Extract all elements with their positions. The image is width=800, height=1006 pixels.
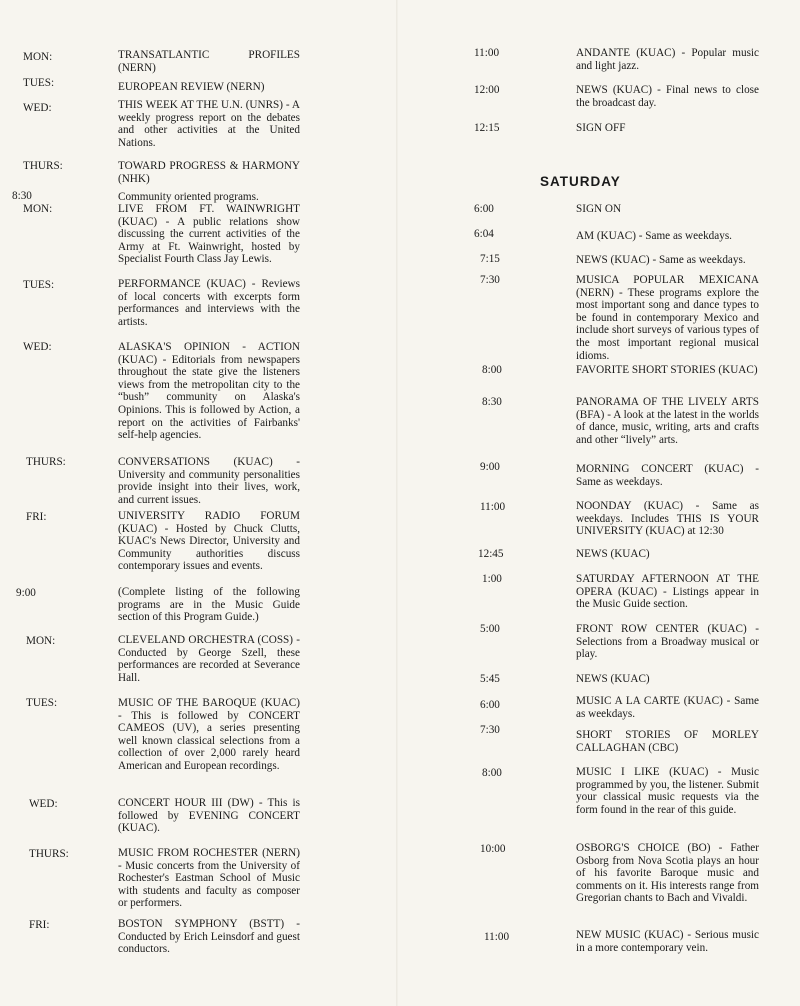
schedule-time-label: 7:30 [480, 274, 500, 286]
program-description: AM (KUAC) - Same as weekdays. [576, 230, 732, 242]
schedule-time-label: 6:04 [474, 228, 494, 240]
schedule-day-label: MON: [23, 203, 53, 215]
schedule-time-label: 11:00 [484, 931, 510, 943]
schedule-time-label: 10:00 [480, 843, 506, 855]
program-description: SATURDAY AFTERNOON AT THE OPERA (KUAC) - Listings appear in the Music Guide section. [576, 573, 759, 611]
program-description: SIGN ON [576, 203, 622, 215]
saturday-heading: SATURDAY [540, 174, 621, 189]
program-description: MORNING CONCERT (KUAC) - Same as weekdays. [576, 463, 759, 488]
program-description: LIVE FROM FT. WAINWRIGHT (KUAC) - A public relations show discussing the current activities of the Army at Ft. Wainwright, hosted by Specialist Fourth Class Jay Lewis. [118, 203, 300, 266]
program-description: EUROPEAN REVIEW (NERN) [118, 81, 265, 93]
program-description: TRANSATLANTIC PROFILES (NERN) [118, 49, 300, 74]
program-description: CONVERSATIONS (KUAC) - University and community personalities provide insight into their lives, work, and current issues. [118, 456, 300, 506]
schedule-day-label: TUES: [26, 697, 58, 709]
program-description: NOONDAY (KUAC) - Same as weekdays. Includes THIS IS YOUR UNIVERSITY (KUAC) at 12:30 [576, 500, 759, 538]
schedule-time-label: 8:30 [482, 396, 502, 408]
schedule-day-label: MON: [26, 635, 56, 647]
schedule-time-label: 7:15 [480, 253, 500, 265]
schedule-day-label: THURS: [26, 456, 66, 468]
program-description: SHORT STORIES OF MORLEY CALLAGHAN (CBC) [576, 729, 759, 754]
program-description: (Complete listing of the following programs are in the Music Guide section of this Program Guide.) [118, 586, 300, 624]
program-description: MUSIC A LA CARTE (KUAC) - Same as weekdays. [576, 695, 759, 720]
schedule-day-label: TUES: [23, 279, 55, 291]
program-description: MUSIC FROM ROCHESTER (NERN) - Music concerts from the University of Rochester's Eastman School of Music with students and faculty as composer or performers. [118, 847, 300, 910]
program-description: SIGN OFF [576, 122, 626, 134]
schedule-time-label: 9:00 [480, 461, 500, 473]
program-description: Community oriented programs. [118, 191, 259, 203]
program-description: CLEVELAND ORCHESTRA (COSS) - Conducted by George Szell, these performances are recorded at Severance Hall. [118, 634, 300, 684]
program-description: THIS WEEK AT THE U.N. (UNRS) - A weekly progress report on the debates and other activities at the United Nations. [118, 99, 300, 149]
schedule-time-label: 5:00 [480, 623, 500, 635]
schedule-day-label: FRI: [26, 511, 47, 523]
schedule-time-label: 1:00 [482, 573, 502, 585]
program-description: OSBORG'S CHOICE (BO) - Father Osborg from Nova Scotia plays an hour of his favorite Baroque music and comments on it. His interests range from Gregorian chants to Bach and Vivaldi. [576, 842, 759, 905]
program-description: NEW MUSIC (KUAC) - Serious music in a more contemporary vein. [576, 929, 759, 954]
schedule-day-label: THURS: [29, 848, 69, 860]
program-description: NEWS (KUAC) [576, 548, 650, 560]
schedule-time-label: 11:00 [480, 501, 506, 513]
schedule-day-label: WED: [23, 341, 52, 353]
schedule-time-label: 6:00 [474, 203, 494, 215]
program-description: PANORAMA OF THE LIVELY ARTS (BFA) - A look at the latest in the worlds of dance, music, writing, arts and crafts and other “lively” arts. [576, 396, 759, 446]
schedule-time-label: 5:45 [480, 673, 500, 685]
schedule-time-label: 12:45 [478, 548, 504, 560]
program-description: NEWS (KUAC) - Final news to close the broadcast day. [576, 84, 759, 109]
program-description: ANDANTE (KUAC) - Popular music and light jazz. [576, 47, 759, 72]
program-description: FRONT ROW CENTER (KUAC) - Selections from a Broadway musical or play. [576, 623, 759, 661]
schedule-day-label: WED: [23, 102, 52, 114]
schedule-time-label: 8:30 [12, 190, 32, 202]
schedule-time-label: 12:15 [474, 122, 500, 134]
program-description: CONCERT HOUR III (DW) - This is followed by EVENING CONCERT (KUAC). [118, 797, 300, 835]
program-description: BOSTON SYMPHONY (BSTT) - Conducted by Erich Leinsdorf and guest conductors. [118, 918, 300, 956]
program-description: FAVORITE SHORT STORIES (KUAC) [576, 364, 758, 376]
schedule-day-label: THURS: [23, 160, 63, 172]
program-description: NEWS (KUAC) - Same as weekdays. [576, 254, 746, 266]
schedule-time-label: 9:00 [16, 587, 36, 599]
schedule-time-label: 12:00 [474, 84, 500, 96]
program-description: TOWARD PROGRESS & HARMONY (NHK) [118, 160, 300, 185]
program-description: NEWS (KUAC) [576, 673, 650, 685]
schedule-time-label: 8:00 [482, 767, 502, 779]
program-description: ALASKA'S OPINION - ACTION (KUAC) - Editorials from newspapers throughout the state give the listeners views from the metropolitan city to the “bush” community on Alaska's Opinions. This is followed by Action, a report on the activities of Fairbanks' self-help agencies. [118, 341, 300, 442]
program-description: PERFORMANCE (KUAC) - Reviews of local concerts with excerpts form performances and interviews with the artists. [118, 278, 300, 328]
schedule-time-label: 6:00 [480, 699, 500, 711]
program-description: UNIVERSITY RADIO FORUM (KUAC) - Hosted by Chuck Clutts, KUAC's News Director, University and Community authorities discuss contemporary issues and events. [118, 510, 300, 573]
schedule-day-label: WED: [29, 798, 58, 810]
program-description: MUSIC I LIKE (KUAC) - Music programmed by you, the listener. Submit your classical music requests via the form found in the rear of this guide. [576, 766, 760, 816]
schedule-time-label: 7:30 [480, 724, 500, 736]
page-fold [396, 0, 398, 1006]
schedule-day-label: MON: [23, 51, 53, 63]
schedule-day-label: TUES: [23, 77, 55, 89]
schedule-time-label: 11:00 [474, 47, 500, 59]
program-description: MUSICA POPULAR MEXICANA (NERN) - These programs explore the most important song and dance types to be found in contemporary Mexico and include short surveys of various types of the most important regional musical idioms. [576, 274, 759, 362]
schedule-day-label: FRI: [29, 919, 50, 931]
schedule-time-label: 8:00 [482, 364, 502, 376]
program-description: MUSIC OF THE BAROQUE (KUAC) - This is followed by CONCERT CAMEOS (UV), a series presenting well known classical selections from a collection of over 2,000 rarely heard American and European recordings. [118, 697, 300, 772]
